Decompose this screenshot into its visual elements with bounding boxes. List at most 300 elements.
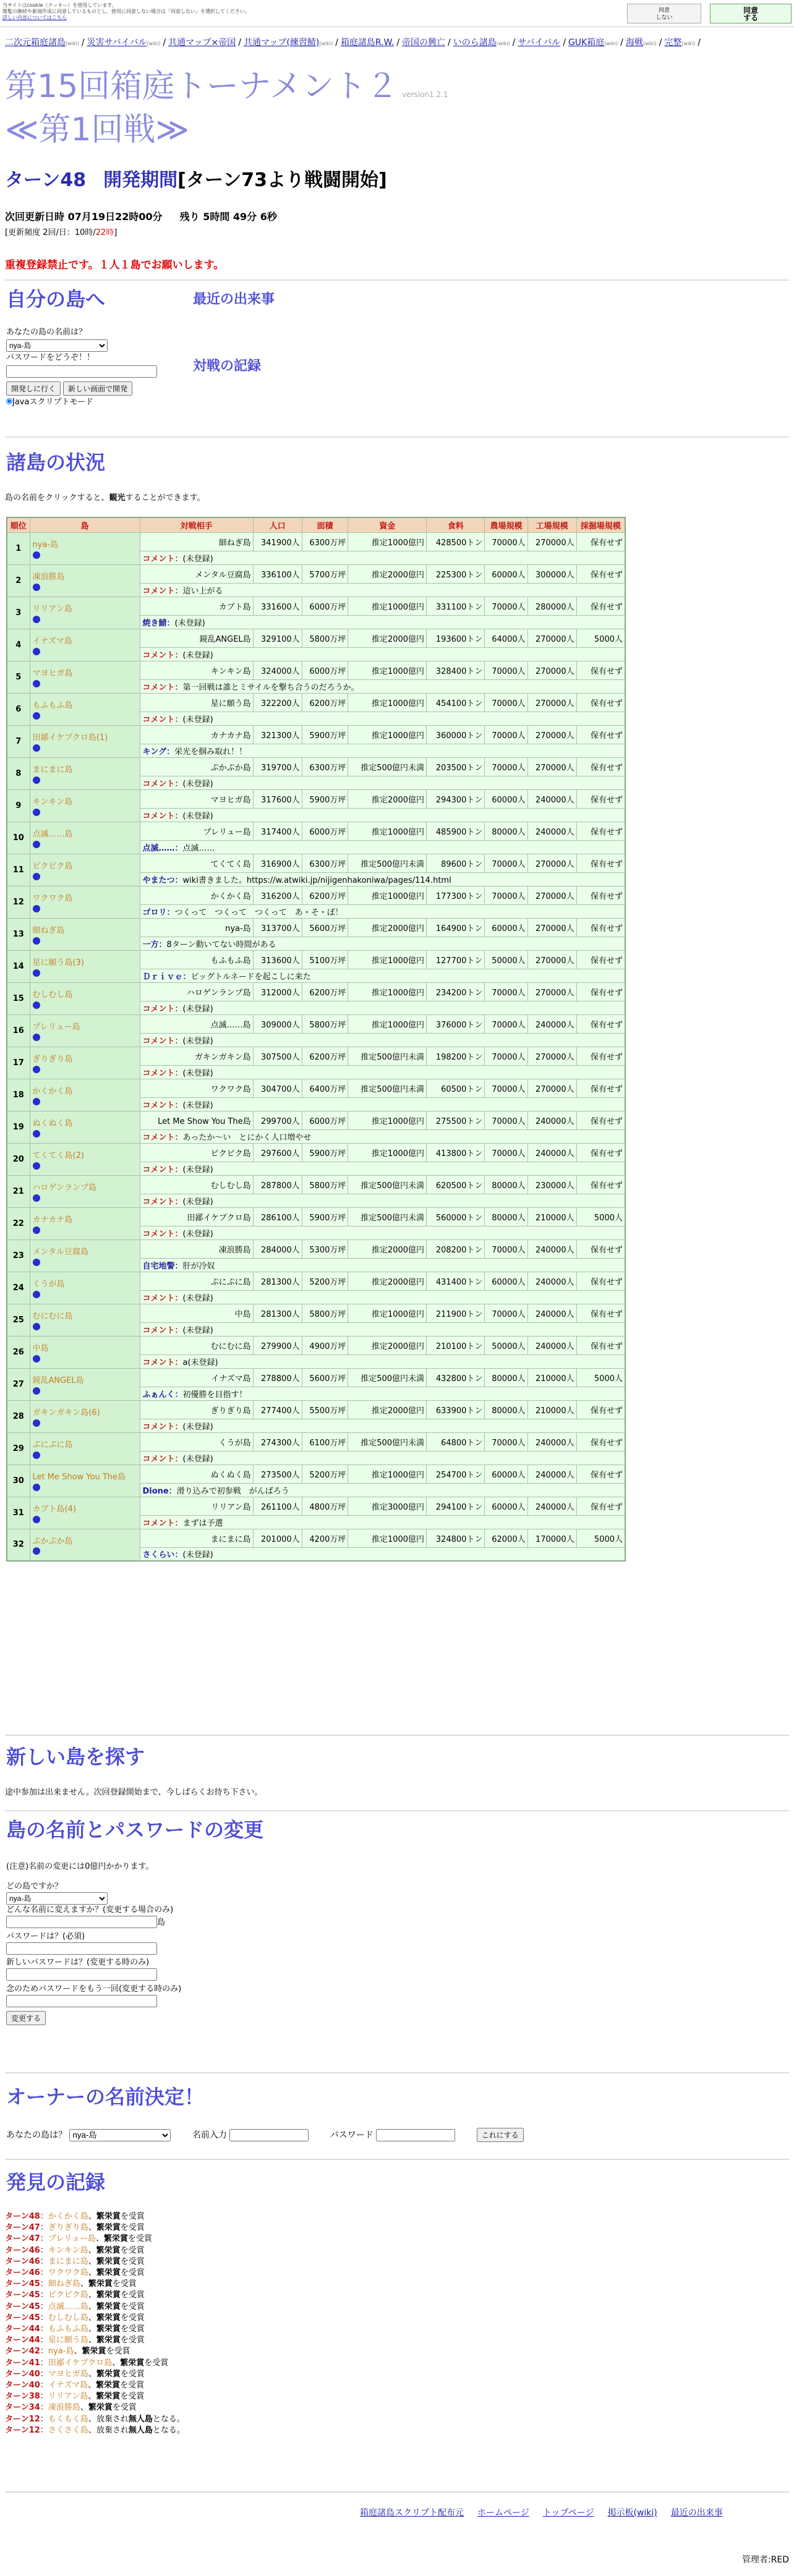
island-name-cell[interactable] [30,1336,140,1368]
island-name-link[interactable]: 星に願う島(3) [32,958,84,967]
info-icon[interactable] [33,1516,40,1523]
comment-cell [140,1483,625,1497]
info-icon[interactable] [33,1387,40,1395]
nav-separator: / [163,38,166,48]
island-name-cell[interactable] [30,597,140,629]
island-name-link[interactable]: てくてく島(2) [32,1151,84,1160]
cell-food: 324800トン [427,1529,485,1547]
island-name-cell[interactable] [30,1143,140,1175]
cookie-accept-button[interactable]: 同意 する [710,4,792,23]
rank-cell: 26 [7,1336,30,1368]
log-island: プレリュー島 [48,2234,96,2244]
table-row [7,725,625,744]
log-text: を受賞 [120,2324,145,2334]
info-icon[interactable] [33,1291,40,1298]
cell-factory: 270000人 [527,886,576,904]
new-password-input[interactable] [6,1968,157,1981]
phase-label: 開発期間 [103,169,178,191]
island-name-cell[interactable] [30,1111,140,1143]
comment-author: さくらい： [142,1550,183,1560]
cell-money: 推定1000億円 [348,1111,427,1129]
cookie-details-link[interactable]: 詳しい内容についてはこちら [2,15,67,20]
comment-cell [140,1097,625,1111]
island-name-cell[interactable] [30,661,140,693]
info-icon[interactable] [33,1355,40,1362]
comment-text: (未登録) [182,1293,213,1303]
info-icon[interactable] [33,1066,40,1073]
divider [5,1735,789,1736]
comment-cell [140,1515,625,1529]
rank-cell: 23 [7,1239,30,1272]
cell-opp: ピクビク島 [140,1143,253,1162]
table-row [7,661,625,679]
info-icon[interactable] [33,1194,40,1202]
island-name-cell[interactable] [30,1432,140,1464]
nav-link[interactable]: サバイバル [518,38,561,48]
info-icon[interactable] [33,680,40,687]
island-name-link[interactable]: もふもふ島 [32,701,73,710]
island-name-link[interactable]: メンタル豆腐島 [32,1248,88,1257]
owner-heading: オーナーの名前決定！ [6,2085,205,2109]
island-name-cell[interactable] [30,693,140,725]
nav-link[interactable]: 完整 [664,38,682,48]
island-name-link[interactable]: ぷにぷに島 [32,1440,73,1450]
island-name-cell[interactable] [30,789,140,822]
log-text: 、 [88,2336,96,2345]
island-name-link[interactable]: プレリュー島 [32,1022,80,1032]
cell-mine: 5000人 [576,1529,625,1547]
log-island: ワクワク島 [48,2268,88,2278]
log-island: リリアン島 [48,2392,88,2402]
cell-farm: 70000人 [485,854,527,872]
island-select[interactable] [6,339,108,352]
cell-pop: 304700人 [253,1079,302,1097]
island-name-cell[interactable] [30,1304,140,1336]
island-name-cell[interactable] [30,1079,140,1111]
column-header: 対戦相手 [140,517,253,532]
cell-farm: 60000人 [485,918,527,937]
island-name-cell[interactable] [30,1497,140,1529]
comment-text: ビッグトルネードを起こしに来た [190,972,311,982]
island-name-link[interactable]: むにむに島 [32,1312,73,1321]
cell-pop: 317400人 [253,822,302,840]
cell-factory: 240000人 [527,1272,576,1290]
comment-author: コメント： [142,1422,183,1432]
island-name-cell[interactable] [30,564,140,597]
cookie-text-line1: 当サイトはcookie（クッキー）を使用しています。 [2,2,117,8]
log-island: 細ねぎ島 [48,2279,80,2289]
footer-link[interactable]: 掲示板(wiki) [607,2508,657,2518]
cell-pop: 299700人 [253,1111,302,1129]
rank-cell: 22 [7,1207,30,1239]
info-icon[interactable] [33,551,40,559]
cell-money: 推定1000億円 [348,1143,427,1162]
rank-cell: 16 [7,1014,30,1047]
cell-opp: 中島 [140,1304,253,1322]
table-row [7,1207,625,1226]
nav-link[interactable]: GUK箱庭 [568,38,605,48]
cell-area: 6300万坪 [302,854,348,872]
island-name-cell[interactable] [30,1175,140,1207]
cell-mine: 5000人 [576,1368,625,1387]
log-colon: ： [40,2403,48,2413]
password-input[interactable] [6,365,157,378]
info-icon[interactable] [33,1034,40,1041]
island-name-link[interactable]: 点滅……島 [32,830,73,839]
log-text: 、 [88,2381,96,2391]
info-icon[interactable] [33,1226,40,1234]
new-name-input[interactable] [6,1916,157,1928]
log-island: マヨヒガ島 [48,2369,88,2379]
divider [5,2159,789,2160]
cell-food: 64800トン [427,1432,485,1451]
footer-link[interactable]: ホームページ [477,2508,529,2518]
island-name-link[interactable]: Let Me Show You The島 [32,1473,126,1482]
log-turn: ターン12 [5,2414,40,2424]
cell-food: 164900トン [427,918,485,937]
island-name-link[interactable]: リリアン島 [32,605,72,614]
cell-opp: 星に願う島 [140,693,253,712]
island-name-link[interactable]: カナカナ島 [32,1215,73,1225]
island-name-link[interactable]: キンキン島 [32,797,73,807]
table-row [7,1497,625,1515]
island-name-link[interactable]: 鏡乱ANGEL島 [32,1376,84,1385]
nav-link[interactable]: 帝国の興亡 [402,38,446,48]
comment-cell [140,1194,625,1207]
island-name-link[interactable]: ワクワク島 [32,894,73,903]
info-icon[interactable] [33,648,40,655]
island-name-link[interactable]: 中島 [32,1344,49,1353]
info-icon[interactable] [33,1419,40,1427]
log-award: 繁栄賞 [96,2256,121,2266]
cell-factory: 240000人 [527,1111,576,1129]
rank-cell: 8 [7,757,30,789]
island-name-cell[interactable] [30,1207,140,1239]
log-award: 繁栄賞 [96,2302,121,2311]
comment-cell [140,679,625,693]
comment-author: コメント： [142,1229,183,1239]
log-island: nya-島 [48,2347,74,2357]
info-icon[interactable] [33,584,40,591]
log-award: 無人島 [128,2414,153,2424]
island-name-cell[interactable] [30,1047,140,1079]
log-entry [5,2425,185,2436]
info-icon[interactable] [33,1452,40,1459]
cell-pop: 287800人 [253,1175,302,1194]
comment-text: (未登録) [182,1550,213,1560]
log-colon: ： [40,2256,48,2266]
log-entry [5,2402,185,2413]
island-name-cell[interactable] [30,1272,140,1304]
nav-link[interactable]: 海戦 [625,38,643,48]
island-name-link[interactable]: nya-島 [32,540,59,550]
info-icon[interactable] [33,873,40,880]
column-header: 面積 [302,517,348,532]
nav-link[interactable]: 共通マップ×帝国 [168,38,236,48]
nav-link[interactable]: いのら諸島 [453,38,497,48]
cell-pop: 317600人 [253,789,302,808]
comment-text: (未登録) [182,1100,213,1110]
island-name-cell[interactable] [30,725,140,757]
cell-area: 5900万坪 [302,1207,348,1226]
log-entry [5,2302,185,2313]
rank-cell: 5 [7,661,30,693]
cell-mine: 保有せず [576,1079,625,1097]
footer-link[interactable]: 最近の出来事 [670,2508,723,2518]
cell-food: 198200トン [427,1047,485,1065]
island-name-cell[interactable] [30,982,140,1014]
island-name-link[interactable]: ガキンガキン島(6) [32,1408,100,1418]
island-name-link[interactable]: ハロゲンランプ島 [32,1183,97,1192]
log-text: を受賞 [127,2234,152,2244]
rank-cell: 27 [7,1368,30,1400]
rank-cell: 32 [7,1529,30,1561]
nav-link[interactable]: 箱庭諸島R.W. [340,38,395,48]
log-text: 、 [80,2403,88,2413]
log-entry [5,2290,185,2301]
cell-mine: 保有せず [576,1143,625,1162]
rank-cell: 17 [7,1047,30,1079]
footer-link[interactable]: トップページ [542,2508,594,2518]
comment-cell [140,808,625,822]
owner-name-input[interactable] [229,2129,309,2141]
cell-farm: 50000人 [485,1336,527,1354]
cell-factory: 210000人 [527,1368,576,1387]
island-name-link[interactable]: まにまに島 [32,765,73,775]
island-name-link[interactable]: くうが島 [32,1280,65,1289]
comment-text: 点滅…… [182,843,215,853]
comment-cell [140,712,625,725]
info-icon[interactable] [33,1098,40,1105]
js-mode-radio[interactable] [6,398,12,404]
island-name-cell[interactable] [30,1239,140,1272]
info-icon[interactable] [33,616,40,623]
island-name-link[interactable]: むしむし島 [32,990,73,1000]
log-colon: ： [40,2324,48,2334]
cell-opp: プレリュー島 [140,822,253,840]
nav-link[interactable]: 二次元箱庭諸島 [5,38,66,48]
info-icon[interactable] [33,776,40,784]
info-icon[interactable] [33,841,40,848]
cell-mine: 保有せず [576,982,625,1001]
info-icon[interactable] [33,937,40,945]
owner-password-input[interactable] [376,2129,455,2141]
island-name-cell[interactable] [30,1529,140,1561]
island-name-link[interactable]: ぬくぬく島 [32,1119,73,1128]
info-icon[interactable] [33,1001,40,1009]
island-name-link[interactable]: かくかく島 [32,1087,73,1096]
log-text: を受賞 [144,2358,169,2368]
divider [5,279,789,281]
owner-island-select[interactable] [69,2129,171,2141]
cell-pop: 336100人 [253,564,302,583]
island-name-cell[interactable] [30,918,140,950]
cell-factory: 240000人 [527,1497,576,1515]
nav-link[interactable]: 共通マップ(練習鯖) [243,38,320,48]
rank-cell: 20 [7,1143,30,1175]
island-name-cell[interactable] [30,886,140,918]
comment-author: コメント： [142,1197,183,1207]
island-suffix: 島 [157,1918,166,1928]
log-award: 繁栄賞 [96,2245,121,2255]
cell-opp: マヨヒガ島 [140,789,253,808]
owner-submit-button[interactable]: これにする [477,2128,524,2142]
island-name-cell[interactable] [30,757,140,789]
cell-area: 6000万坪 [302,822,348,840]
cell-area: 5800万坪 [302,1014,348,1033]
island-name-cell[interactable] [30,1014,140,1047]
cell-food: 413800トン [427,1143,485,1162]
cell-money: 推定2000億円 [348,1336,427,1354]
log-text: を受賞 [120,2302,145,2311]
comment-author: 点滅……： [142,843,183,853]
info-icon[interactable] [33,905,40,912]
log-turn: ターン48 [5,2212,40,2221]
cell-opp: むしむし島 [140,1175,253,1194]
table-row [7,1368,625,1387]
nav-separator: / [335,38,338,48]
island-name-link[interactable]: イナズマ島 [32,637,72,646]
cell-opp: カナカナ島 [140,725,253,744]
island-name-cell[interactable] [30,1464,140,1497]
cell-opp: ワクワク島 [140,1079,253,1097]
footer-link[interactable]: 箱庭諸島スクリプト配布元 [360,2508,464,2518]
table-row [7,854,625,872]
info-icon[interactable] [33,809,40,816]
info-icon[interactable] [33,1259,40,1266]
island-name-cell[interactable] [30,629,140,661]
cell-mine: 保有せず [576,1239,625,1258]
island-name-link[interactable]: カブト島(4) [32,1505,76,1514]
cell-food: 177300トン [427,886,485,904]
cell-factory: 240000人 [527,1336,576,1354]
change-island-select[interactable] [6,1892,108,1905]
info-icon[interactable] [33,1547,40,1555]
log-turn: ターン46 [5,2245,40,2255]
island-name-link[interactable]: ぎりぎり島 [32,1055,73,1064]
cell-money: 推定500億円未満 [348,1368,427,1387]
info-icon[interactable] [33,969,40,977]
info-icon[interactable] [33,1484,40,1491]
cell-food: 294300トン [427,789,485,808]
cell-pop: 312000人 [253,982,302,1001]
cell-opp: くうが島 [140,1432,253,1451]
info-icon[interactable] [33,1130,40,1137]
cell-food: 360000トン [427,725,485,744]
log-text: 、放棄され [88,2425,129,2435]
confirm-password-input[interactable] [6,1995,157,2007]
info-icon[interactable] [33,1162,40,1170]
island-name-link[interactable]: マヨヒガ島 [32,669,73,678]
log-colon: ： [40,2347,48,2357]
cell-food: 193600トン [427,629,485,647]
table-row [7,1014,625,1033]
cell-pop: 278800人 [253,1368,302,1387]
owner-island-label: あなたの島は？ [6,2130,67,2140]
comment-cell [140,1322,625,1336]
log-award: 繁栄賞 [96,2223,121,2233]
comment-author: コメント： [142,1165,183,1175]
divider [5,2491,789,2493]
remaining-time: 残り 5時間 49分 6秒 [179,211,277,223]
table-row [7,982,625,1001]
island-name-cell[interactable] [30,950,140,982]
cell-factory: 270000人 [527,918,576,937]
develop-button[interactable]: 開発しに行く [6,381,61,396]
cell-area: 5800万坪 [302,1175,348,1194]
cell-money: 推定1000億円 [348,982,427,1001]
comment-author: コメント： [142,779,183,789]
log-award: 繁栄賞 [96,2336,121,2345]
island-name-cell[interactable] [30,854,140,886]
info-icon[interactable] [33,712,40,720]
log-entry [5,2335,185,2346]
column-header: 人口 [253,517,302,532]
nav-separator: / [698,38,701,48]
island-name-link[interactable]: ぷかぷか島 [32,1536,73,1546]
cell-pop: 324000人 [253,661,302,679]
cookie-consent-bar [0,0,794,27]
island-name-cell[interactable] [30,1368,140,1400]
log-turn: ターン45 [5,2313,40,2323]
cell-pop: 273500人 [253,1464,302,1483]
cell-pop: 331600人 [253,597,302,615]
develop-new-window-button[interactable]: 新しい画面で開発 [63,381,132,396]
cell-area: 5900万坪 [302,1143,348,1162]
comment-text: (未登録) [182,1197,213,1207]
cookie-text [2,2,262,21]
log-colon: ： [40,2223,48,2233]
comment-cell [140,937,625,950]
divider [5,1810,789,1811]
island-name-link[interactable]: 凍浪勝島 [32,572,65,582]
island-name-cell[interactable] [30,532,140,564]
cell-area: 6200万坪 [302,693,348,712]
cell-food: 428500トン [427,532,485,551]
cell-pop: 307500人 [253,1047,302,1065]
island-name-link[interactable]: ピクビク島 [32,862,73,871]
cell-money: 推定1000億円 [348,950,427,969]
log-award: 繁栄賞 [82,2347,106,2357]
column-header: 資金 [348,517,427,532]
island-name-link[interactable]: 細ねぎ島 [32,926,65,935]
cell-farm: 80000人 [485,1400,527,1419]
discovery-heading: 発見の記録 [6,2170,106,2194]
log-award: 繁栄賞 [103,2234,128,2244]
status-desc-end: することができます。 [125,493,205,503]
cell-pop: 201000人 [253,1529,302,1547]
cookie-decline-button[interactable]: 同意 しない [627,4,701,23]
column-header: 食料 [427,517,485,532]
change-submit-button[interactable]: 変更する [6,2011,46,2025]
cell-area: 5100万坪 [302,950,348,969]
log-text: を受賞 [120,2223,145,2233]
cell-farm: 60000人 [485,564,527,583]
current-password-input[interactable] [6,1942,157,1955]
info-icon[interactable] [33,744,40,752]
log-colon: ： [40,2414,48,2424]
island-name-link[interactable]: 田鄙イケブクロ島(1) [32,733,108,742]
island-name-cell[interactable] [30,1400,140,1432]
change-form [6,1861,181,2025]
nav-link[interactable]: 災害サバイバル [87,38,147,48]
table-row [7,693,625,712]
nav-separator: / [81,38,85,48]
info-icon[interactable] [33,1323,40,1330]
island-name-cell[interactable] [30,822,140,854]
cell-area: 5900万坪 [302,789,348,808]
nav-separator: / [620,38,623,48]
